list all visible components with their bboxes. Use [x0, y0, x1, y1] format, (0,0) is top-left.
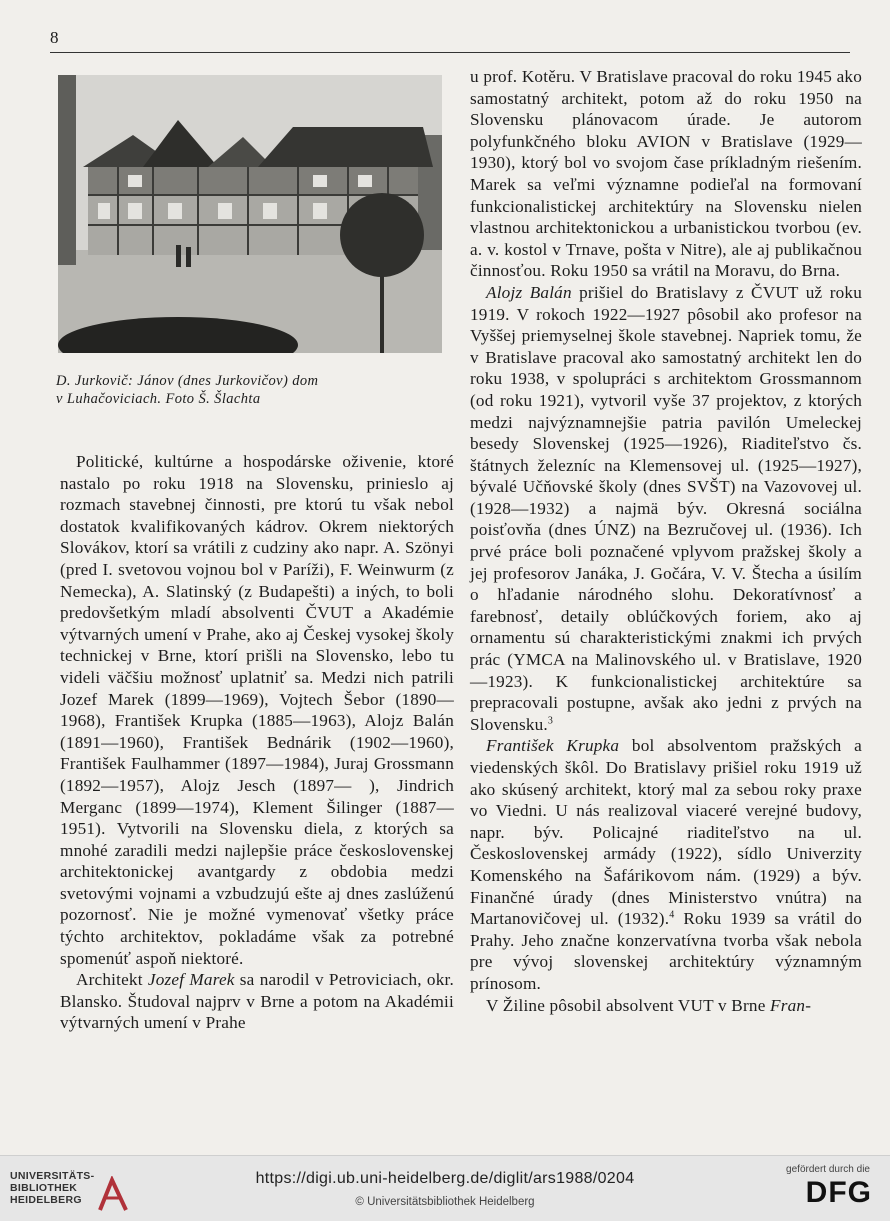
header-rule: [50, 52, 850, 53]
page-number: 8: [50, 28, 59, 47]
building-photo: [58, 75, 442, 353]
paragraph: Politické, kultúrne a hospodárske oživenie, ktoré nastalo po roku 1918 na Slovensku, prinieslo aj rozmach stavebnej činnosti, pre ktorú tu však nebol dostatok kvalifikovaných kádrov. Okrem niektorých Slovákov, ktorí sa vrátili z cudziny ako napr. A. Szönyi (pred I. svetovou vojnou bol v Paríži), F. Weinwurm (z Nemecka), A. Slatinský (z Budapešti) a iných, to boli predovšetkým mladí absolventi ČVUT a Akadémie výtvarných umení v Prahe, ako aj Českej vysokej školy technickej v Brne, ktorí prišli na Slovensko, lebo tu videli väčšiu možnosť uplatniť sa. Medzi nich patrili Jozef Marek (1899—1969), Vojtech Šebor (1890—1968), František Krupka (1885—1963), Alojz Balán (1891—1960), František Bednárik (1902—1960), František Faulhammer (1897—1984), Juraj Grossmann (1892—1957), Alojz Jesch (1897— ), Jindrich Merganc (1899—1974), Klement Šilinger (1887—1951). Vytvorili na Slovensku diela, z ktorých sa mnohé zaradili medzi najlepšie práce československej architektonickej avantgardy z obdobia medzi svetovými vojnami a vzbudzujú ešte aj dnes zaslúženú pozornosť. Nie je možné vymenovať všetky práce týchto architektov, pokladáme však za potrebné spomenúť aspoň niektoré.: [60, 452, 454, 968]
paragraph: Architekt Jozef Marek sa narodil v Petroviciach, okr. Blansko. Študoval najprv v Brne a potom na Akadémii výtvarných umení v Prahe: [60, 970, 454, 1033]
paragraph: u prof. Kotěru. V Bratislave pracoval do roku 1945 ako samostatný architekt, potom až do roku 1950 na Slovensku plánovacom úrade. Je autorom polyfunkčného bloku AVION v Bratislave (1929—1930), ktorý bol vo svojom čase príkladným riešením. Marek sa veľmi významne podieľal na formovaní funkcionalistickej architektúry na Slovensku nielen vlastnou architektonickou a urbanistickou tvorbou (ev. a. v. kostol v Trnave, pošta v Nitre), ale aj publikačnou činnosťou. Roku 1950 sa vrátil na Moravu, do Brna.: [470, 67, 862, 281]
footnote-ref: 4: [669, 909, 675, 921]
paragraph: Alojz Balán prišiel do Bratislavy z ČVUT už roku 1919. V rokoch 1922—1927 pôsobil ako profesor na Vyššej priemyselnej škole stavebnej. Napriek tomu, že v Bratislave pracoval ako samostatný architekt len do roku 1938, v spolupráci s architektom Grossmannom (od roku 1921), vytvoril vyše 37 projektov, z ktorých medzi najvýznamnejšie patria pavilón Umeleckej besedy Slovenskej (1925—1926), Riaditeľstvo čs. štátnych železníc na Klemensovej ul. (1925—1927), bývalé Učňovské školy (dnes SVŠT) na Vazovovej ul. (1928—1932) a najmä býv. Okresná sociálna poisťovňa (dnes ÚNZ) na Bezručovej ul. (1936). Ich prvé práce boli poznačené vplyvom pražskej školy a jej profesorov Janáka, J. Gočára, V. V. Štecha a úsilím o hľadanie národného slohu. Dekoratívnosť a farebnosť, detaily oblúčkových foriem, ako aj ornamentu sú charakteristickými znakmi ich prvých prác (YMCA na Malinovského ul. v Bratislave, 1920—1923). K funkcionalistickej architektúre sa prepracovali postupne, avšak ako jedni z prvých na Slovensku.$^3$: [470, 282, 862, 734]
left-column: [60, 451, 454, 1034]
source-url-link[interactable]: https://digi.ub.uni-heidelberg.de/diglit/ars1988/0204: [255, 1170, 635, 1187]
funding-note: gefördert durch die: [786, 1164, 870, 1175]
footnote-ref: 3: [547, 715, 554, 727]
viewer-footer: [0, 1155, 890, 1221]
right-column: [470, 66, 862, 1016]
paragraph: V Žiline pôsobil absolvent VUT v Brne Fran-: [486, 995, 812, 1015]
caption-line-1: D. Jurkovič: Jánov (dnes Jurkovičov) dom: [56, 373, 319, 389]
paragraph: František Krupka bol absolventom pražských a viedenských škôl. Do Bratislavy prišiel roku 1919 už ako skúsený architekt, ktorý mal za sebou roky praxe vo Viedni. U nás realizoval viaceré verejné budovy, napr. býv. Policajné riaditeľstvo na ul. Československej armády (1922), sídlo Univerzity Komenského na Šafárikovom nám. (1929) a býv. Finančné úrady (dnes Ministerstvo vnútra) na Martanovičovej ul. (1932).$^4$ Roku 1939 sa vrátil do Prahy. Jeho značne konzervatívna tvorba však nebola pre vývoj slovenskej architektúry významným prínosom.: [470, 736, 862, 993]
photo-illustration: [58, 75, 442, 353]
caption-line-2: v Luhačoviciach. Foto Š. Šlachta: [56, 391, 261, 407]
library-logo[interactable]: UNIVERSITÄTS- BIBLIOTHEK HEIDELBERG: [10, 1170, 120, 1210]
photo-caption: [56, 372, 436, 408]
copyright-notice: © Universitätsbibliothek Heidelberg: [355, 1196, 535, 1208]
dfg-logo[interactable]: DFG: [805, 1176, 872, 1209]
